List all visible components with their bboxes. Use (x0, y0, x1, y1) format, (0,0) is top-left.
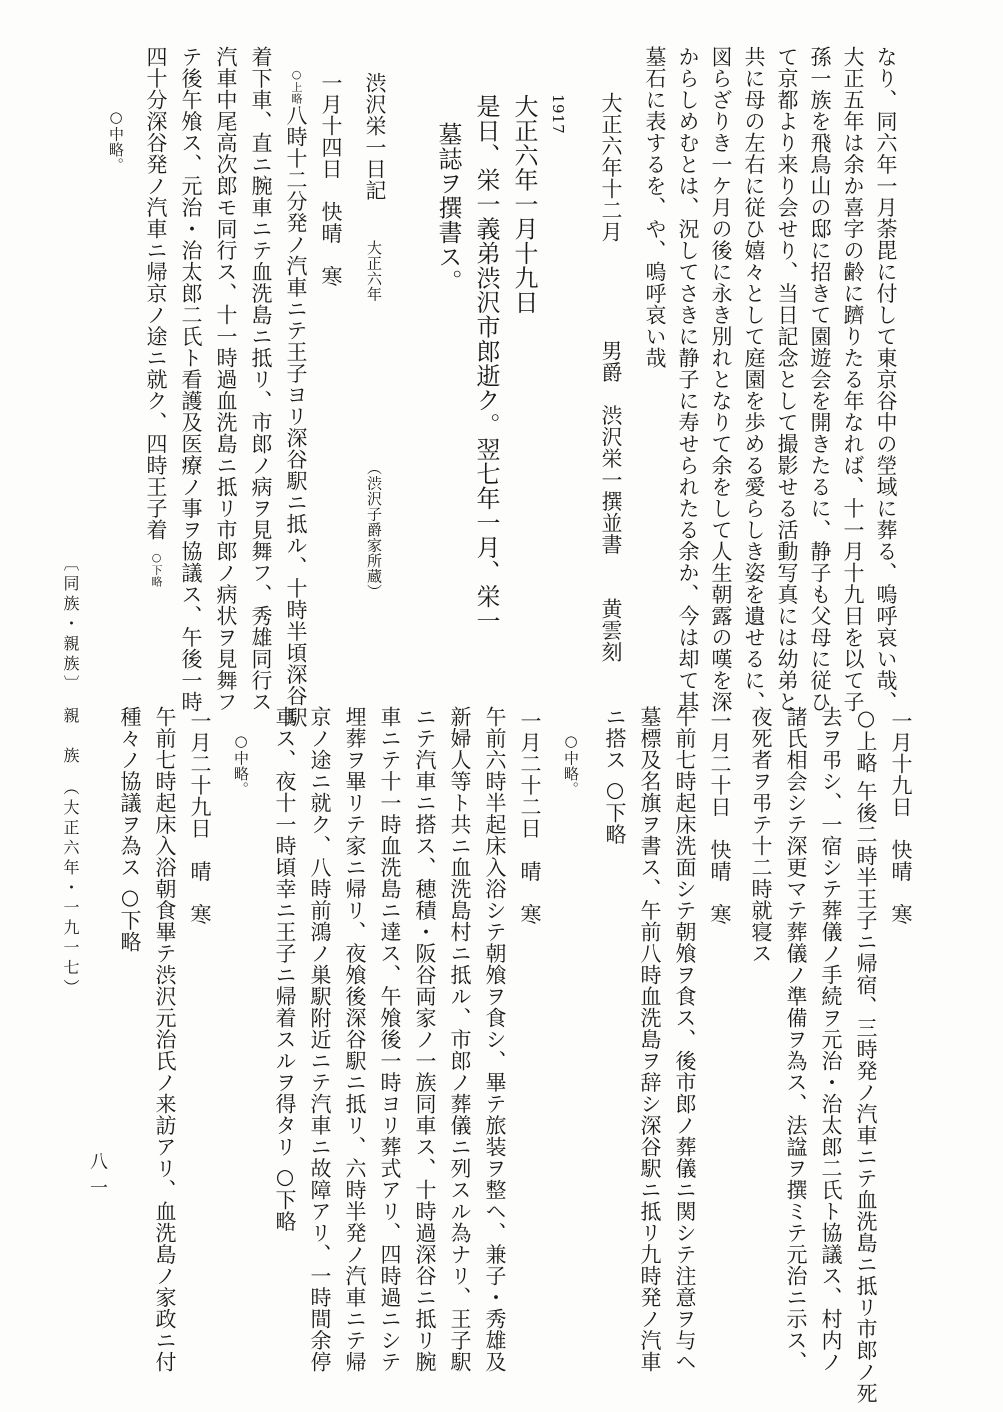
lower-line-1: 一月十九日 快晴 寒 (889, 710, 913, 925)
diary-line-4: テ後午飧ス、元治・治太郎二氏ト看護及医療ノ事ヲ協議ス、午後一時 (179, 46, 203, 713)
diary-note: ○上略 (290, 68, 303, 105)
diary-line-3: 汽車中尾高次郎モ同行ス、十一時過血洗島ニ抵リ市郎ノ病状ヲ見舞フ (214, 46, 238, 713)
diary-line-2: 着下車、直ニ腕車ニテ血洗島ニ抵リ、市郎ノ病ヲ見舞フ、秀雄同行ス (249, 46, 273, 713)
diary-line-1 (285, 68, 306, 728)
lower-line-19: ○中略。 (232, 732, 250, 797)
lower-line-3: 去ヲ弔シ、一宿シテ葬儀ノ手続ヲ元治・治太郎二氏ト協議ス、村内ノ (819, 706, 843, 1373)
diary-source: （渋沢子爵家所蔵） (365, 460, 383, 600)
chuuryaku-upper: ○中略。 (107, 108, 125, 173)
lower-line-17: 京ノ途ニ就ク、八時前鴻ノ巣駅附近ニテ汽車ニ故障アリ、一時間余停 (308, 706, 332, 1373)
page-number: 八一 (87, 1152, 108, 1204)
lower-line-6: 一月二十日 快晴 寒 (708, 710, 732, 925)
diary-text: 四十分深谷発ノ汽車ニ帰京ノ途ニ就ク、四時王子着 (144, 46, 168, 541)
lower-line-9: ニ搭ス ○下略 (603, 706, 627, 846)
diary-date: 一月十四日 快晴 寒 (319, 72, 343, 287)
lower-line-11: 一月二十二日 晴 寒 (518, 710, 542, 925)
running-head: 〔同族・親族〕 親 族 （大正六年・一九一七） (61, 555, 80, 999)
lower-line-22: 種々ノ協議ヲ為ス ○下略 (118, 706, 142, 953)
lower-line-13: 新婦人等ト共ニ血洗島村ニ抵ル、市郎ノ葬儀ニ列スル為ナリ、王子駅 (448, 706, 472, 1373)
body-line-5: 共に母の左右に従ひ嬉々として庭園を歩める愛らしき姿を遺せるに、 (742, 46, 766, 713)
diary-line-5 (145, 46, 166, 587)
body-line-3: 孫一族を飛鳥山の邸に招きて園遊会を開きたるに、静子も父母に従ひ (808, 46, 832, 713)
lower-line-8: 墓標及名旗ヲ書ス、午前八時血洗島ヲ辞シ深谷駅ニ抵リ九時発ノ汽車 (638, 706, 662, 1373)
entry-line-1: 是日、栄一義弟渋沢市郎逝ク。翌七年一月、栄一 (472, 94, 500, 633)
lower-line-14: ニテ汽車ニ搭ス、穂積・阪谷両家ノ一族同車ス、十時過深谷ニ抵リ腕 (413, 706, 437, 1373)
diary-lower-note: ○下略 (150, 550, 163, 587)
lower-line-18: 車ス、夜十一時頃幸ニ王子ニ帰着スルヲ得タリ ○下略 (273, 706, 297, 1233)
body-line-2: 大正五年は余か喜字の齢に躋りたる年なれば、十一月十九日を以て子 (841, 46, 865, 713)
entry-date: 大正六年一月十九日 (510, 94, 538, 315)
lower-line-10: ○中略。 (562, 732, 580, 797)
year-label: 1917 (549, 94, 567, 135)
lower-line-16: 埋葬ヲ畢リテ家ニ帰リ、夜飧後深谷駅ニ抵リ、六時半発ノ汽車ニテ帰 (343, 706, 367, 1373)
body-line-4: て京都より来り会せり、当日記念として撮影せる活動写真には幼弟と (775, 46, 799, 713)
lower-line-7: 午前七時起床洗面シテ朝飧ヲ食ス、後市郎ノ葬儀ニ関シテ注意ヲ与ヘ (673, 706, 697, 1373)
entry-line-2: 墓誌ヲ撰書ス。 (434, 122, 462, 294)
lower-line-20: 一月二十九日 晴 寒 (188, 710, 212, 925)
diary-text: 八時十二分発ノ汽車ニテ王子ヨリ深谷駅ニ抵ル、十時半頃深谷駅 (284, 104, 308, 728)
lower-line-21: 午前七時起床入浴朝食畢テ渋沢元治氏ノ来訪アリ、血洗島ノ家政ニ付 (153, 706, 177, 1373)
diary-title: 渋沢栄一日記 (363, 72, 387, 201)
lower-line-4: 諸氏相会シテ深更マテ葬儀ノ準備ヲ為ス、法諡ヲ撰ミテ元治ニ示ス、 (784, 706, 808, 1373)
lower-line-12: 午前六時半起床入浴シテ朝飧ヲ食シ、畢テ旅装ヲ整ヘ、兼子・秀雄及 (483, 706, 507, 1373)
lower-line-2: ○上略 午後二時半王子ニ帰宿、三時発ノ汽車ニテ血洗島ニ抵リ市郎ノ死 (854, 706, 878, 1405)
body-line-1: なり、同六年一月荼毘に付して東京谷中の塋域に葬る、嗚呼哀い哉、 (874, 46, 898, 713)
body-line-6: 図らざりき一ケ月の後に永き別れとなりて余をして人生朝露の嘆を深 (709, 46, 733, 713)
diary-era: 大正六年 (365, 240, 383, 302)
body-line-8: 墓石に表するを、や、嗚呼哀い哉 (643, 46, 667, 369)
body-line-7: からしめむとは、況してさきに静子に寿せられたる余か、今は却て其 (676, 46, 700, 713)
signature: 男爵 渋沢栄一撰並書 黄雲刻 (599, 340, 623, 663)
date-line: 大正六年十二月 (599, 92, 623, 243)
lower-line-15: 車ニテ十一時血洗島ニ達ス、午飧後一時ヨリ葬式アリ、四時過ニシテ (378, 706, 402, 1373)
lower-line-5: 夜死者ヲ弔テ十二時就寝ス (749, 706, 773, 964)
